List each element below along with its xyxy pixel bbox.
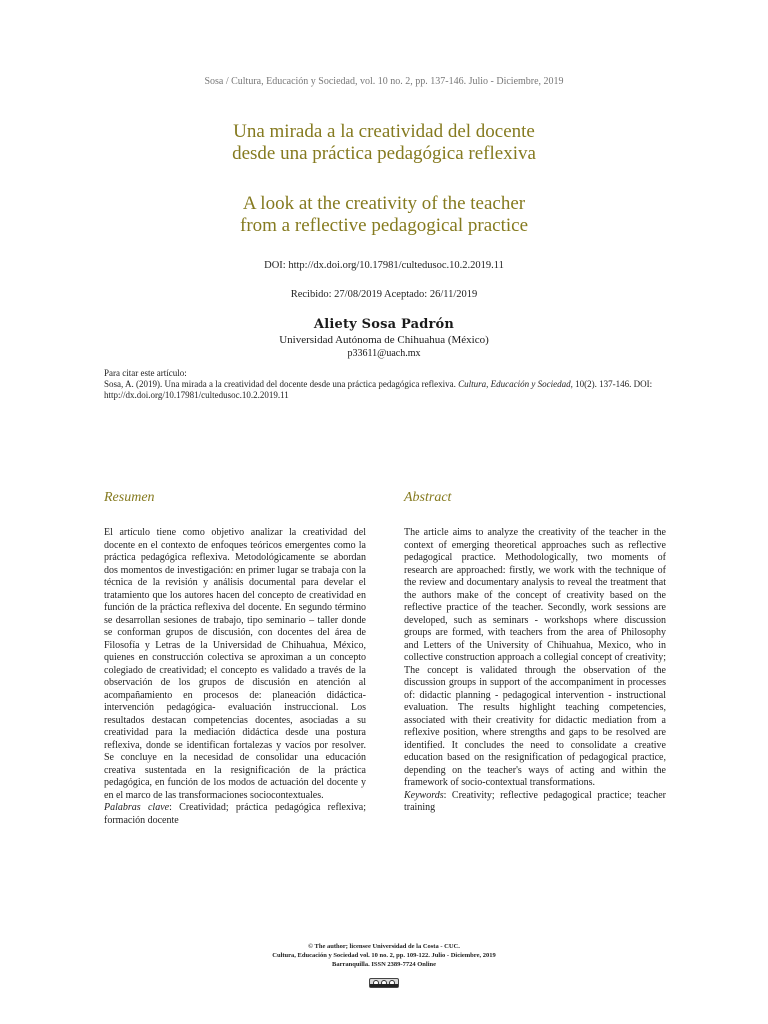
title-spanish (0, 121, 768, 165)
resumen-keywords-text: : Creatividad; práctica pedagógica reflexiva; formación docente (104, 802, 366, 826)
abstract-keywords (404, 790, 666, 815)
resumen-keywords (104, 802, 366, 827)
resumen-column (104, 527, 366, 827)
doi: DOI: http://dx.doi.org/10.17981/cultedusoc.10.2.2019.11 (264, 260, 504, 271)
resumen-body: El artículo tiene como objetivo analizar la creatividad del docente en el contexto de enfoques teóricos emergentes como la práctica pedagógica reflexiva. Metodológicamente se abordan dos momentos de investigación: en primer lugar se trabaja con la técnica de la revisión y análisis documental para develar el tratamiento que los autores hacen del concepto de creatividad en función de la práctica reflexiva del docente. En segundo término se desarrollan sesiones de trabajo, tipo seminario – taller donde se conforman grupos de discusión, con docentes del área de Filosofía y Letras de la Universidad de Chihuahua, México, quienes en construcción colectiva se aproximan a un concepto colegiado de creatividad; el concepto es validado a través de la observación de los grupos de discusión en atención al acompañamiento en procesos de: planeación didáctica- intervención pedagógica- evaluación instruccional. Los resultados destacan competencias docentes, asociadas a su creatividad para la mediación didáctica desde una postura reflexiva, donde se identifican fortalezas y vacíos por resolver. Se concluye en la necesidad de consolidar una educación creativa sustentada en la resignificación de la práctica pedagógica, en función de los modos de actuación del docente y en el marco de las transformaciones sociocontextuales. (104, 527, 366, 801)
citation-text-after: 10(2). 137-146. DOI: http://dx.doi.org/10.17981/cultedusoc.10.2.2019.11 (104, 379, 653, 400)
title-english-line2: from a reflective pedagogical practice (240, 215, 528, 236)
abstract-column (404, 527, 666, 815)
citation-label: Para citar este artículo: (104, 368, 187, 378)
footer-journal: Cultura, Educación y Sociedad vol. 10 no. 2, pp. 109-122. Julio - Diciembre, 2019 (272, 952, 496, 959)
resumen-keywords-label: Palabras clave (104, 802, 170, 813)
footer-issn: Barranquilla. ISSN 2389-7724 Online (331, 961, 437, 968)
citation-journal: Cultura, Educación y Sociedad, (458, 379, 573, 389)
author-name: Aliety Sosa Padrón (313, 317, 455, 332)
author-block (0, 317, 768, 359)
citation-text-before: Sosa, A. (2019). Una mirada a la creatividad del docente desde una práctica pedagógica reflexiva. (104, 379, 459, 389)
author-affiliation: Universidad Autónoma de Chihuahua (México) (279, 334, 489, 346)
title-english-line1: A look at the creativity of the teacher (242, 193, 526, 214)
citation-block (104, 368, 666, 401)
abstract-keywords-text: : Creativity; reflective pedagogical practice; teacher training (404, 789, 666, 813)
title-spanish-line1: Una mirada a la creatividad del docente (233, 121, 535, 142)
footer-copyright: © The author; licensee Universidad de la Costa - CUC. (308, 943, 460, 950)
creative-commons-icon (369, 978, 399, 988)
title-spanish-line2: desde una práctica pedagógica reflexiva (232, 143, 536, 164)
abstract-body: The article aims to analyze the creativity of the teacher in the context of emerging theoretical approaches such as reflective pedagogical practice. Methodologically, two moments of research are approached: firstly, we work with the technique of the review and documentary analysis to reveal the treatment that the authors make of the concept of creativity based on the reflective practice of the teacher. Secondly, work sessions are developed, such as seminars - workshops where discussion groups are formed, with teachers from the area of Philosophy and Letters of the University of Chihuahua, Mexico, who in collective construction approach a collegial concept of creativity; The concept is validated through the observation of the discussion groups in support of the accompaniment in processes of: didactic planning - pedagogical intervention - instructional evaluation. The results highlight teaching competencies, associated with their creativity for didactic mediation from a reflexive position, where strengths and gaps to be resolved are identified. It concludes the need to consolidate a creative education based on the resignification of pedagogical practice, depending on the teacher's ways of acting and within the framework of socio-contextual transformations. (404, 527, 666, 788)
footer (0, 942, 768, 969)
abstract-heading: Abstract (404, 490, 452, 505)
title-english (0, 193, 768, 237)
abstract-keywords-label: Keywords (404, 789, 444, 801)
received-accepted-dates: Recibido: 27/08/2019 Aceptado: 26/11/2019 (290, 289, 478, 300)
running-head: Sosa / Cultura, Educación y Sociedad, vol. 10 no. 2, pp. 137-146. Julio - Diciembre, 2019 (204, 76, 564, 87)
resumen-heading: Resumen (104, 490, 155, 505)
license-bar (370, 984, 398, 987)
author-email: p33611@uach.mx (347, 348, 421, 359)
